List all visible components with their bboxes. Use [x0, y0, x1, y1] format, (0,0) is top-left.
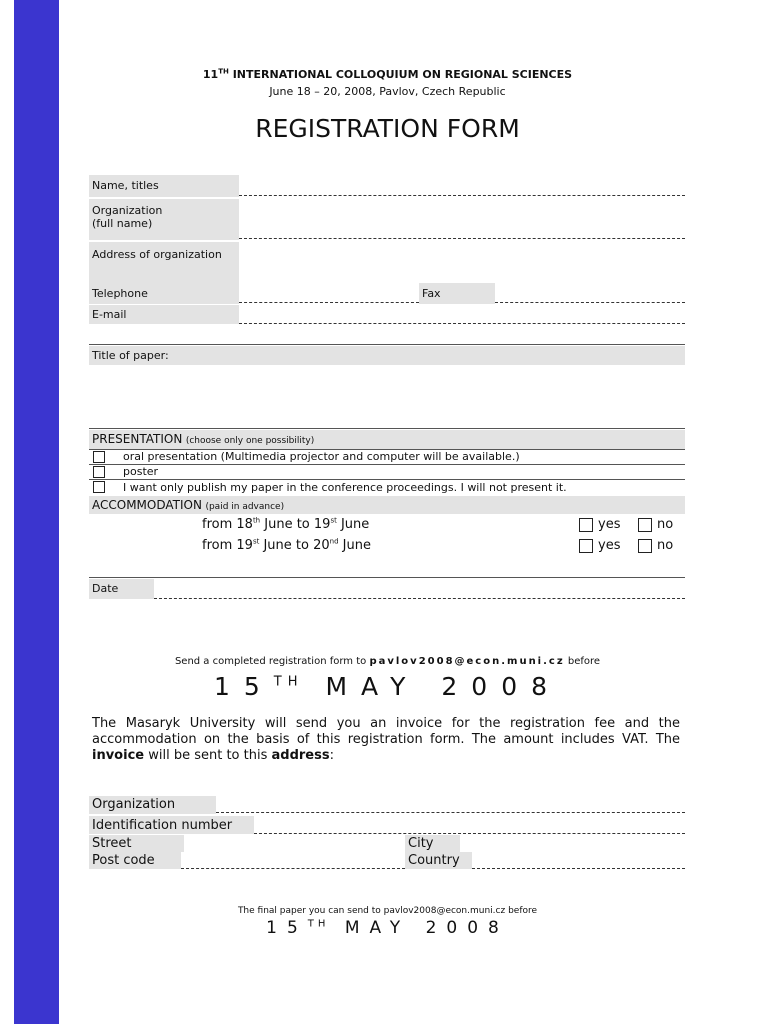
presentation-heading: PRESENTATION (choose only one possibility) — [89, 430, 685, 449]
country-field[interactable] — [472, 868, 685, 869]
fax-field[interactable] — [495, 302, 685, 303]
date-field[interactable] — [154, 598, 685, 599]
country-label: Country — [405, 852, 472, 869]
form-title: REGISTRATION FORM — [255, 114, 520, 143]
billing-organization-field[interactable] — [216, 812, 685, 813]
email-label: E-mail — [89, 305, 239, 324]
fax-label: Fax — [419, 283, 495, 304]
send-instructions: Send a completed registration form to pavlov2008@econ.muni.cz before — [174, 656, 601, 667]
row1-no-checkbox[interactable] — [638, 518, 652, 532]
row1-yes-checkbox[interactable] — [579, 518, 593, 532]
name-field[interactable] — [239, 195, 685, 196]
street-label: Street — [89, 835, 184, 852]
accommodation-row1-label: from 18th June to 19st June — [202, 516, 370, 532]
post-code-field[interactable] — [181, 868, 405, 869]
identification-number-label: Identification number — [89, 816, 254, 834]
send-email: pavlov2008@econ.muni.cz — [369, 656, 565, 667]
conference-title: 11TH INTERNATIONAL COLLOQUIUM ON REGIONAL SCIENCES — [202, 67, 573, 81]
footer-deadline: 15TH MAY 2008 — [266, 918, 509, 938]
city-label: City — [405, 835, 460, 852]
date-label: Date — [89, 579, 154, 599]
poster-label: poster — [123, 465, 159, 478]
divider — [89, 344, 685, 345]
accommodation-row2-label: from 19st June to 20nd June — [202, 537, 371, 553]
divider — [89, 464, 685, 465]
row2-yes-label: yes — [598, 538, 621, 553]
oral-presentation-label: oral presentation (Multimedia projector and computer will be available.) — [123, 450, 520, 463]
conference-subtitle: June 18 – 20, 2008, Pavlov, Czech Republic — [269, 85, 506, 98]
row2-yes-checkbox[interactable] — [579, 539, 593, 553]
row2-no-label: no — [657, 538, 674, 553]
accommodation-heading: ACCOMMODATION (paid in advance) — [89, 496, 685, 514]
title-of-paper-label: Title of paper: — [89, 346, 685, 365]
row1-yes-label: yes — [598, 517, 621, 532]
invoice-note: The Masaryk University will send you an invoice for the registration fee and the accommodation on the basis of this registration form. The amount includes VAT. The invoice will be sent to this address: — [92, 716, 680, 763]
row2-no-checkbox[interactable] — [638, 539, 652, 553]
divider — [89, 479, 685, 480]
billing-organization-label: Organization — [89, 796, 216, 814]
deadline-date: 15TH MAY 2008 — [213, 672, 562, 701]
oral-presentation-checkbox[interactable] — [93, 451, 105, 463]
telephone-label: Telephone — [89, 282, 239, 304]
organization-label: Organization (full name) — [89, 199, 239, 240]
post-code-label: Post code — [89, 852, 181, 869]
telephone-field[interactable] — [239, 302, 419, 303]
divider — [89, 428, 685, 429]
left-color-band — [14, 0, 59, 1024]
row1-no-label: no — [657, 517, 674, 532]
publish-only-label: I want only publish my paper in the conference proceedings. I will not present it. — [123, 481, 567, 494]
identification-number-field[interactable] — [254, 833, 685, 834]
poster-checkbox[interactable] — [93, 466, 105, 478]
organization-field[interactable] — [239, 238, 685, 239]
title-of-paper-field[interactable] — [89, 366, 685, 426]
name-label: Name, titles — [89, 175, 239, 197]
divider — [89, 577, 685, 578]
address-label: Address of organization — [89, 242, 239, 282]
publish-only-checkbox[interactable] — [93, 481, 105, 493]
email-field[interactable] — [239, 323, 685, 324]
footer-text: The final paper you can send to pavlov2008@econ.muni.cz before — [237, 906, 538, 916]
